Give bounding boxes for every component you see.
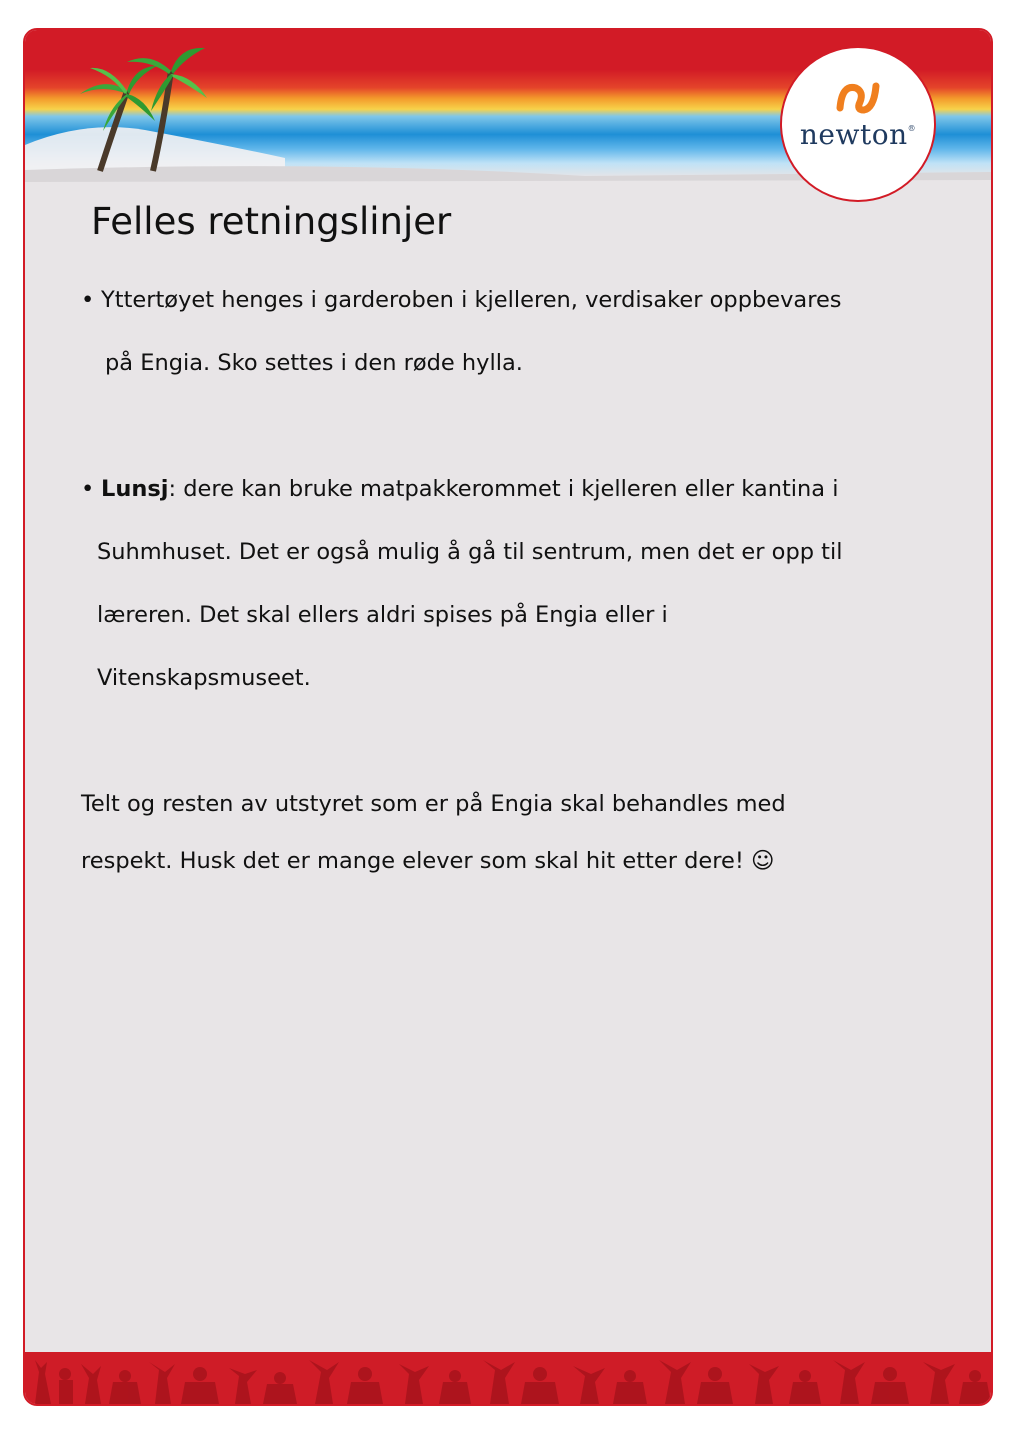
beach-header-banner — [25, 30, 991, 210]
lunch-heading: Lunsj — [101, 476, 169, 502]
bullet-item-lunch — [81, 467, 941, 719]
page-frame — [23, 28, 993, 1406]
paragraph-line: respekt. Husk det er mange elever som skal hit etter dere! ☺ — [81, 848, 775, 874]
crowd-silhouette-graphic — [25, 1352, 991, 1404]
bullet-line: • Yttertøyet henges i garderoben i kjelleren, verdisaker oppbevares — [81, 278, 941, 341]
bullet-line: læreren. Det skal ellers aldri spises på Engia eller i — [97, 602, 668, 628]
bullet-glyph: • — [81, 476, 95, 502]
newton-logo-mark-icon — [834, 78, 882, 118]
palm-trees-icon — [65, 36, 215, 176]
bullet-line: Vitenskapsmuseet. — [97, 665, 311, 691]
bullet-item-clothing — [81, 278, 941, 404]
crowd-footer-banner — [25, 1352, 991, 1404]
bullet-line: Suhmhuset. Det er også mulig å gå til sentrum, men det er opp til — [97, 539, 843, 565]
guidelines-content — [81, 278, 941, 896]
paragraph-line: Telt og resten av utstyret som er på Engia skal behandles med — [81, 791, 786, 817]
bullet-line: på Engia. Sko settes i den røde hylla. — [105, 350, 523, 376]
page-title: Felles retningslinjer — [91, 200, 452, 243]
newton-logo — [780, 46, 936, 202]
bullet-line: • Lunsj: dere kan bruke matpakkerommet i kjelleren eller kantina i — [81, 467, 941, 530]
closing-paragraph — [81, 782, 941, 896]
bullet-glyph: • — [81, 287, 95, 313]
newton-logo-text: newton® — [799, 118, 917, 151]
